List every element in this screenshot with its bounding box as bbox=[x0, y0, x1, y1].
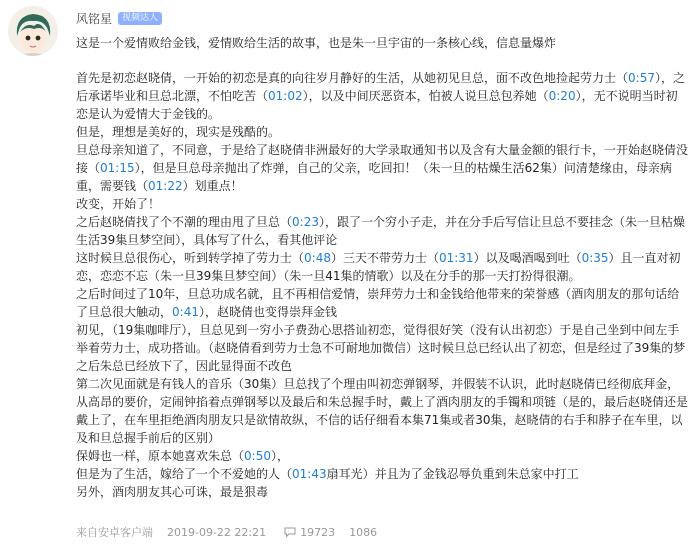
timestamp-link[interactable]: 0:20 bbox=[548, 89, 576, 103]
text-segment: 之后时间过了10年，旦总功成名就，且不再相信爱情，崇拜劳力士和金钱给他带来的荣誉感（酒肉朋友的那句话给了旦总很大触动， bbox=[76, 287, 680, 319]
timestamp-link[interactable]: 01:31 bbox=[438, 251, 474, 265]
text-segment: ），无不说明当时初恋是认为爱情大于金钱的。 bbox=[76, 89, 678, 121]
text-segment: 旦总母亲知道了，不同意，于是给了赵晓倩非洲最好的大学录取通知书以及含有大量金额的银行卡，一开始赵晓倩没接（ bbox=[76, 143, 689, 175]
paragraph bbox=[76, 249, 688, 285]
text-segment: 之后赵晓倩找了个不潮的理由甩了旦总（ bbox=[76, 215, 293, 229]
paragraph bbox=[76, 141, 688, 195]
timestamp-link[interactable]: 01:15 bbox=[100, 161, 135, 175]
text-segment: ），但是旦总母亲抛出了炸弹，自己的父亲，吃回扣！（朱一旦的枯燥生活62集）问清楚缘由，母亲病重，需要钱（ bbox=[76, 161, 672, 193]
timestamp-link[interactable]: 0:41 bbox=[172, 305, 199, 319]
comment-footer bbox=[76, 523, 688, 541]
comment-count: 19723 bbox=[300, 525, 336, 539]
paragraph bbox=[76, 213, 688, 249]
timestamp-link[interactable]: 0:35 bbox=[581, 251, 609, 265]
text-segment: 首先是初恋赵晓倩，一开始的初恋是真的向往岁月静好的生活，从她初见旦总，面不改色地捡起劳力士（ bbox=[76, 71, 629, 85]
text-segment: ），跟了一个穷小子走，并在分手后写信让旦总不要挂念（朱一旦枯燥生活39集旦梦空间），具体写了什么，看其他评论 bbox=[76, 215, 685, 247]
text-segment: ）以及喝酒喝到吐（ bbox=[473, 251, 582, 265]
text-segment: ）且一直对初恋，恋恋不忘（朱一旦39集旦梦空间）（朱一旦41集的情歌）以及在分手的那一天打扮得很潮。 bbox=[76, 251, 681, 283]
text-segment: ）三天不带劳力士（ bbox=[330, 251, 439, 265]
text-segment: ）， bbox=[270, 449, 289, 463]
view-count: 1086 bbox=[349, 525, 378, 539]
paragraph bbox=[76, 285, 688, 321]
headline: 这是一个爱情败给金钱，爱情败给生活的故事，也是朱一旦宇宙的一条核心线，信息量爆炸 bbox=[76, 36, 557, 50]
timestamp-link[interactable]: 0:50 bbox=[244, 449, 271, 463]
paragraph: 初见，（19集咖啡厅），旦总见到一穷小子费劲心思搭讪初恋，觉得很好笑（没有认出初恋）于是自己坐到中间左手举着劳力士，成功搭讪。（赵晓倩看到劳力士急不可耐地加微信）这时候旦总已经认出了初恋，但是经过了39集的梦之后朱总已经放下了，因此显得面不改色 bbox=[76, 323, 686, 373]
paragraph: 第二次见面就是有钱人的音乐（30集）旦总找了个理由叫初恋弹钢琴，并假装不认识，此时赵晓倩已经彻底拜金，从高昂的要价，定闹钟掐着点弹钢琴以及最后和朱总握手时，戴上了酒肉朋友的手镯和项链（是的，最后赵晓倩还是戴上了，在车里拒绝酒肉朋友只是欲情故纵，不信的话仔细看本集71集或者30集，赵晓倩的右手和脖子在车里，以及和旦总握手前后的区别） bbox=[76, 377, 689, 445]
comment-count-button[interactable] bbox=[284, 526, 335, 539]
paragraph: 另外，酒肉朋友其心可诛，最是狠毒 bbox=[76, 485, 269, 499]
comment-bubble-icon bbox=[284, 526, 296, 538]
timestamp-link[interactable]: 01:02 bbox=[268, 89, 303, 103]
avatar-image bbox=[8, 6, 58, 56]
paragraph: 但是，理想是美好的，现实是残酷的。 bbox=[76, 125, 281, 139]
timestamp-link[interactable]: 0:23 bbox=[292, 215, 319, 229]
paragraph bbox=[76, 447, 688, 465]
timestamp-link[interactable]: 0:57 bbox=[628, 71, 655, 85]
text-segment: ），之后承诺毕业和旦总北漂，不怕吃苦（ bbox=[76, 71, 685, 103]
paragraph-gap bbox=[76, 52, 688, 69]
user-badge: 视频达人 bbox=[118, 12, 162, 25]
comment-body bbox=[76, 34, 688, 501]
text-segment: ）划重点！ bbox=[182, 179, 243, 193]
text-segment: ），赵晓倩也变得崇拜金钱 bbox=[198, 305, 337, 319]
text-segment: 扇耳光）并且为了金钱忍辱负重到朱总家中打工 bbox=[326, 467, 579, 481]
username[interactable]: 风铭星 bbox=[76, 12, 113, 26]
timestamp-link[interactable]: 0:48 bbox=[304, 251, 331, 265]
avatar[interactable] bbox=[8, 6, 58, 56]
paragraph: 改变，开始了！ bbox=[76, 197, 161, 211]
client-source: 来自安卓客户端 bbox=[76, 526, 153, 539]
text-segment: ），以及中间厌恶资本，怕被人说旦总包养她（ bbox=[302, 89, 549, 103]
text-segment: 但是为了生活，嫁给了一个不爱她的人（ bbox=[76, 467, 293, 481]
paragraph bbox=[76, 465, 688, 483]
timestamp-link[interactable]: 01:22 bbox=[148, 179, 183, 193]
text-segment: 这时候旦总很伤心，听到转学掉了劳力士（ bbox=[76, 251, 305, 265]
paragraph bbox=[76, 69, 688, 123]
post-time: 2019-09-22 22:21 bbox=[167, 525, 267, 539]
timestamp-link[interactable]: 01:43 bbox=[292, 467, 327, 481]
text-segment: 保姆也一样，原本她喜欢朱总（ bbox=[76, 449, 245, 463]
